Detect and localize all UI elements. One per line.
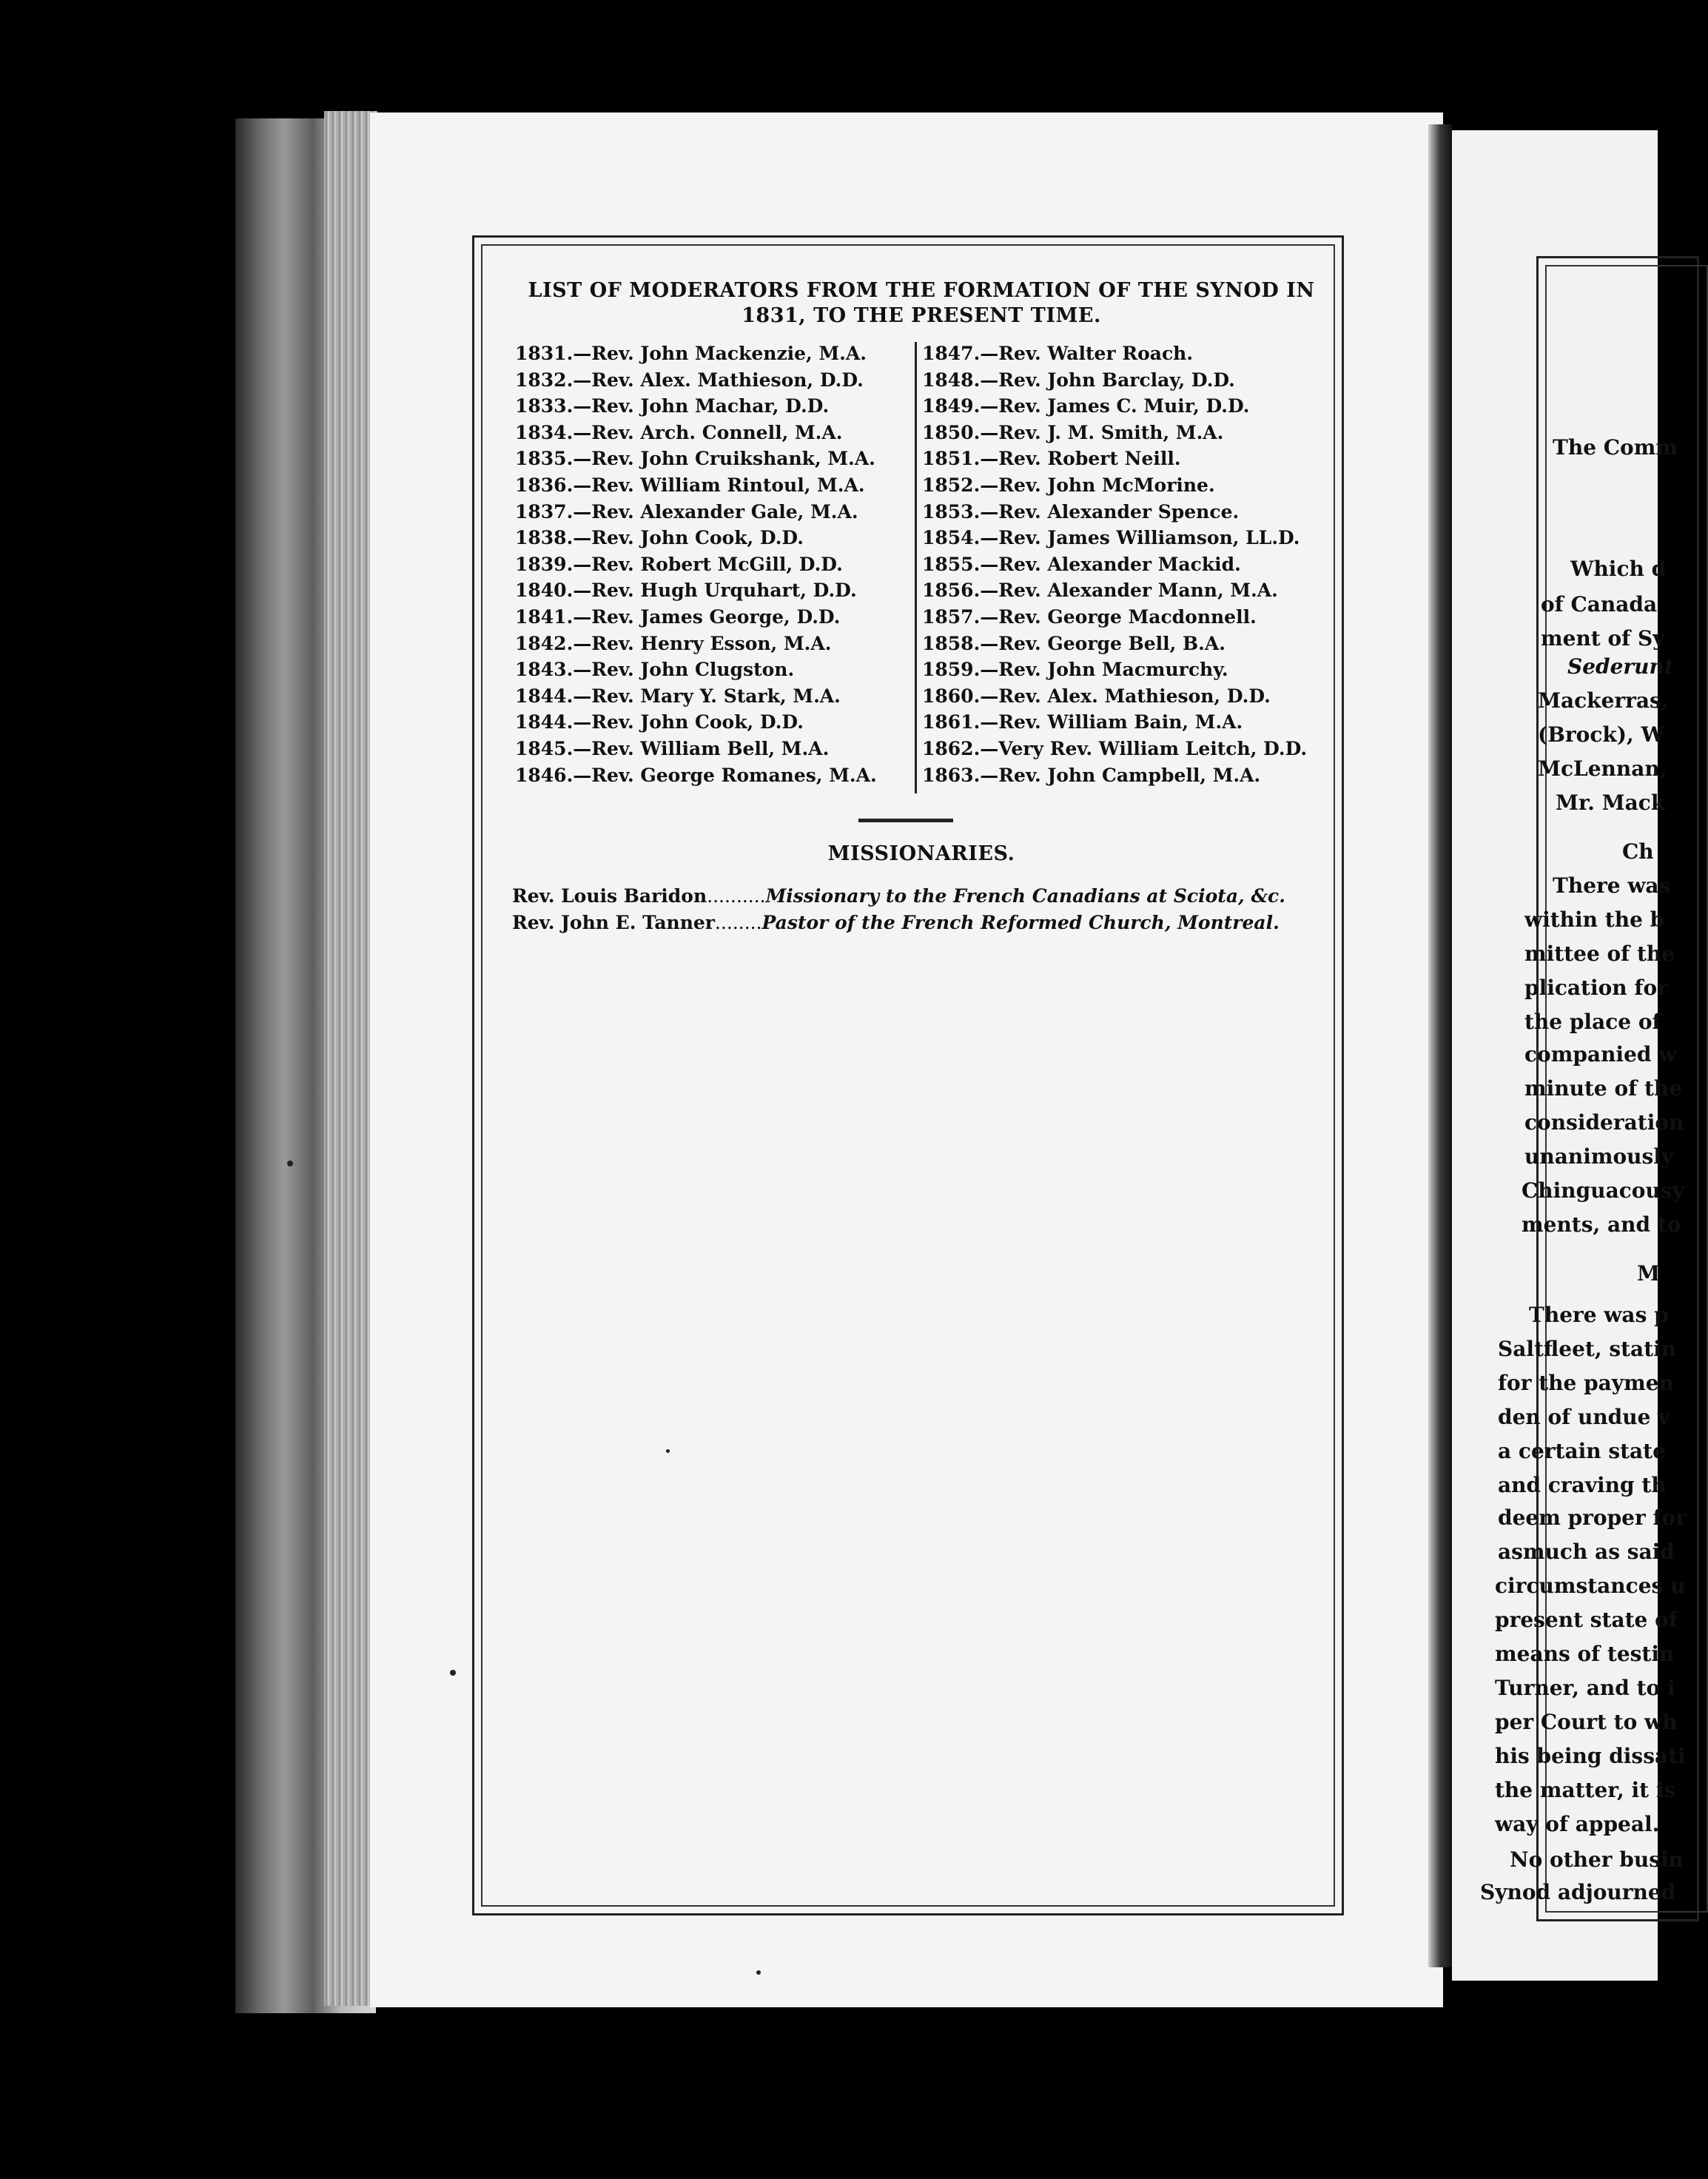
right-page-line: asmuch as said — [1498, 1540, 1675, 1564]
right-page-line: den of undue v — [1498, 1405, 1670, 1429]
right-page-line: means of testin — [1495, 1642, 1675, 1666]
right-page-line: Turner, and to i — [1495, 1676, 1675, 1700]
right-page-line: circumstances u — [1495, 1574, 1686, 1598]
right-page-line: The Comm — [1553, 435, 1678, 460]
right-page-line: Saltfleet, statin — [1498, 1337, 1677, 1361]
right-page-line: There was p — [1529, 1303, 1669, 1327]
moderators-column-left — [515, 340, 877, 788]
right-page-line: consideration — [1524, 1110, 1684, 1135]
moderator-entry: 1856.—Rev. Alexander Mann, M.A. — [922, 580, 1278, 602]
moderator-entry: 1834.—Rev. Arch. Connell, M.A. — [515, 421, 843, 443]
moderator-entry: 1853.—Rev. Alexander Spence. — [922, 500, 1240, 523]
moderator-entry: 1837.—Rev. Alexander Gale, M.A. — [515, 500, 858, 523]
dot-leader: .......... — [707, 885, 766, 907]
right-page-line: for the paymen — [1498, 1371, 1674, 1395]
right-page-line: minute of the — [1524, 1076, 1683, 1101]
right-page-line: of Canada — [1541, 592, 1658, 617]
right-page-line: and craving th — [1498, 1473, 1667, 1497]
moderator-entry: 1839.—Rev. Robert McGill, D.D. — [515, 553, 843, 575]
scan-speck — [756, 1970, 761, 1975]
right-page-line: unanimously — [1524, 1144, 1674, 1169]
moderator-entry: 1846.—Rev. George Romanes, M.A. — [515, 764, 877, 786]
right-page-line: ments, and to — [1522, 1212, 1681, 1237]
right-page-line: the matter, it is — [1495, 1778, 1676, 1802]
moderators-title-line2: 1831, TO THE PRESENT TIME. — [742, 304, 1101, 327]
right-page-line: Synod adjourned — [1480, 1880, 1676, 1904]
right-page-line: Mr. Mack — [1556, 790, 1666, 815]
right-page-line: Mackerras, — [1538, 688, 1669, 713]
right-page-line: There was — [1553, 873, 1671, 898]
moderator-entry: 1849.—Rev. James C. Muir, D.D. — [922, 395, 1250, 417]
moderator-entry: 1844.—Rev. John Cook, D.D. — [515, 711, 804, 733]
moderator-entry: 1854.—Rev. James Williamson, LL.D. — [922, 527, 1300, 549]
right-page-line: per Court to wh — [1495, 1710, 1678, 1734]
missionary-row — [512, 912, 1311, 933]
missionary-name: Rev. John E. Tanner — [512, 912, 715, 933]
right-page-line: M — [1637, 1261, 1660, 1286]
moderator-entry: 1832.—Rev. Alex. Mathieson, D.D. — [515, 369, 864, 391]
dot-leader: ........ — [714, 912, 762, 933]
column-divider — [915, 342, 917, 793]
moderator-entry: 1858.—Rev. George Bell, B.A. — [922, 632, 1225, 654]
moderator-entry: 1838.—Rev. John Cook, D.D. — [515, 527, 804, 549]
right-page-line: McLennan, — [1538, 756, 1667, 781]
moderator-entry: 1861.—Rev. William Bain, M.A. — [922, 711, 1243, 733]
moderator-entry: 1850.—Rev. J. M. Smith, M.A. — [922, 421, 1224, 443]
moderator-entry: 1836.—Rev. William Rintoul, M.A. — [515, 474, 865, 496]
moderator-entry: 1851.—Rev. Robert Neill. — [922, 448, 1181, 470]
right-page-line: Sederunt — [1567, 654, 1674, 679]
missionary-name: Rev. Louis Baridon — [512, 885, 707, 907]
scan-speck — [666, 1449, 670, 1453]
moderator-entry: 1863.—Rev. John Campbell, M.A. — [922, 764, 1261, 786]
missionary-role: Pastor of the French Reformed Church, Montreal. — [761, 912, 1280, 933]
moderator-entry: 1843.—Rev. John Clugston. — [515, 659, 795, 681]
scan-speck — [450, 1670, 456, 1676]
right-page-line: (Brock), W — [1538, 722, 1664, 747]
right-page-line: plication for — [1524, 976, 1668, 1000]
right-page-line: Ch — [1622, 839, 1654, 864]
right-page-line: way of appeal. — [1495, 1812, 1660, 1836]
missionary-row — [512, 885, 1311, 907]
moderators-title — [511, 278, 1332, 329]
section-rule — [858, 819, 953, 822]
moderator-entry: 1831.—Rev. John Mackenzie, M.A. — [515, 343, 867, 364]
moderator-entry: 1862.—Very Rev. William Leitch, D.D. — [922, 737, 1308, 759]
right-page-line: ment of Sy — [1541, 626, 1665, 651]
moderators-title-line1: LIST OF MODERATORS FROM THE FORMATION OF THE SYNOD IN — [528, 279, 1315, 302]
right-page-line: Chinguacousy — [1522, 1178, 1684, 1203]
moderator-entry: 1847.—Rev. Walter Roach. — [922, 343, 1194, 364]
right-page-line: within the b — [1524, 907, 1665, 932]
moderators-column-right — [922, 340, 1307, 788]
moderator-entry: 1845.—Rev. William Bell, M.A. — [515, 737, 830, 759]
missionary-role: Missionary to the French Canadians at Sciota, &c. — [765, 885, 1285, 907]
right-page-line: Which d — [1570, 557, 1667, 581]
moderator-entry: 1855.—Rev. Alexander Mackid. — [922, 553, 1241, 575]
right-page-line: present state of — [1495, 1608, 1678, 1632]
moderator-entry: 1835.—Rev. John Cruikshank, M.A. — [515, 448, 875, 470]
moderator-entry: 1833.—Rev. John Machar, D.D. — [515, 395, 830, 417]
moderator-entry: 1840.—Rev. Hugh Urquhart, D.D. — [515, 580, 857, 602]
moderator-entry: 1859.—Rev. John Macmurchy. — [922, 659, 1228, 681]
missionaries-heading: MISSIONARIES. — [827, 842, 1015, 865]
moderator-entry: 1857.—Rev. George Macdonnell. — [922, 605, 1257, 628]
right-page-line: mittee of the — [1524, 941, 1675, 966]
right-page-line: No other busin — [1510, 1847, 1684, 1872]
right-page-line: the place of — [1524, 1010, 1661, 1034]
right-page-line: deem proper for — [1498, 1505, 1687, 1530]
moderator-entry: 1842.—Rev. Henry Esson, M.A. — [515, 632, 832, 654]
right-page-line: companied w — [1524, 1042, 1677, 1067]
moderator-entry: 1841.—Rev. James George, D.D. — [515, 605, 841, 628]
moderator-entry: 1844.—Rev. Mary Y. Stark, M.A. — [515, 685, 841, 707]
moderator-entry: 1848.—Rev. John Barclay, D.D. — [922, 369, 1235, 391]
moderator-entry: 1860.—Rev. Alex. Mathieson, D.D. — [922, 685, 1271, 707]
moderator-entry: 1852.—Rev. John McMorine. — [922, 474, 1215, 496]
right-page-line: a certain state — [1498, 1439, 1666, 1463]
scan-speck — [287, 1161, 293, 1166]
book-gutter — [1428, 124, 1452, 1967]
right-page-line: his being dissati — [1495, 1744, 1686, 1768]
